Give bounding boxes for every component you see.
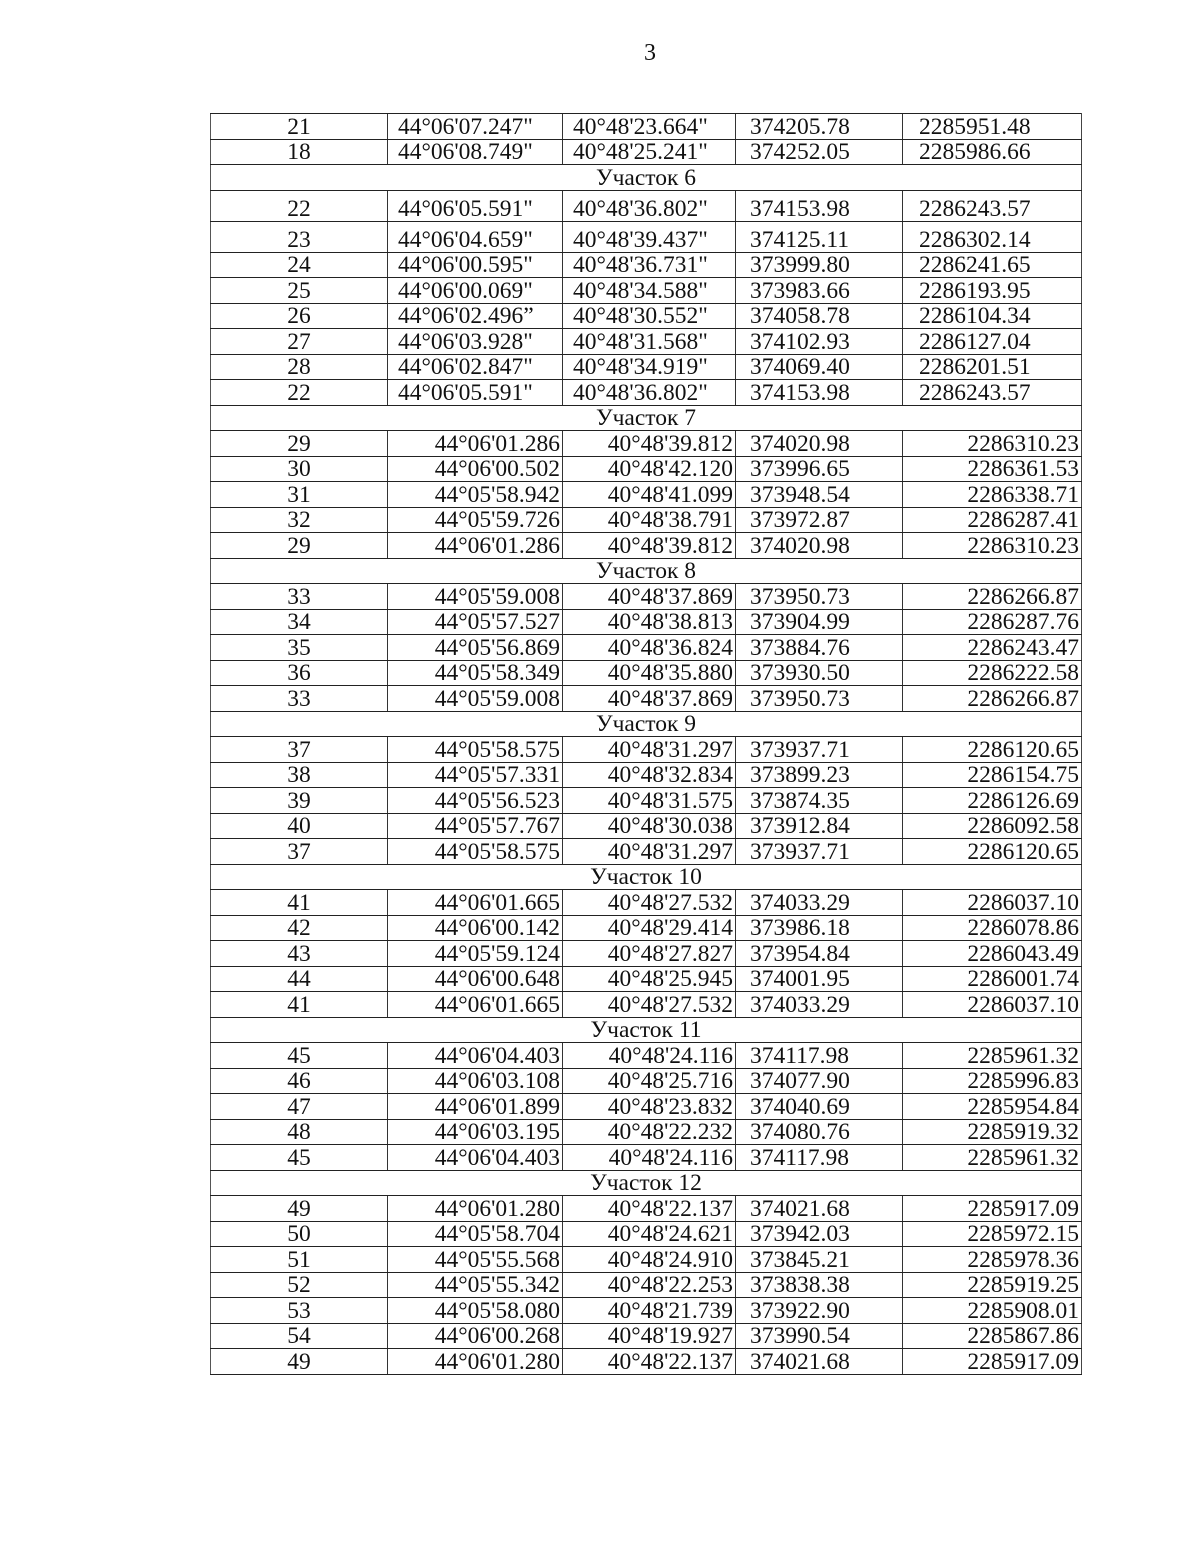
longitude-cell: 40°48'24.116 (563, 1043, 736, 1069)
longitude-cell: 40°48'24.910 (563, 1247, 736, 1273)
longitude-cell: 40°48'36.802" (563, 380, 736, 406)
longitude-cell: 40°48'25.716 (563, 1068, 736, 1094)
x-coordinate-cell: 373937.71 (736, 737, 903, 763)
x-coordinate-cell: 373948.54 (736, 482, 903, 508)
y-coordinate-cell: 2285961.32 (903, 1043, 1082, 1069)
point-number-cell: 21 (211, 114, 388, 140)
point-number-cell: 33 (211, 686, 388, 712)
section-title: Участок 9 (211, 711, 1082, 737)
longitude-cell: 40°48'30.038 (563, 813, 736, 839)
x-coordinate-cell: 374117.98 (736, 1145, 903, 1171)
y-coordinate-cell: 2286361.53 (903, 456, 1082, 482)
table-row (211, 737, 1082, 763)
longitude-cell: 40°48'29.414 (563, 915, 736, 941)
y-coordinate-cell: 2285908.01 (903, 1298, 1082, 1324)
y-coordinate-cell: 2285986.66 (903, 139, 1082, 165)
point-number-cell: 26 (211, 303, 388, 329)
point-number-cell: 40 (211, 813, 388, 839)
longitude-cell: 40°48'31.297 (563, 737, 736, 763)
x-coordinate-cell: 374020.98 (736, 431, 903, 457)
table-row (211, 278, 1082, 304)
point-number-cell: 45 (211, 1145, 388, 1171)
table-row (211, 839, 1082, 865)
x-coordinate-cell: 374080.76 (736, 1119, 903, 1145)
latitude-cell: 44°06'04.403 (388, 1043, 563, 1069)
latitude-cell: 44°06'01.286 (388, 431, 563, 457)
latitude-cell: 44°06'00.502 (388, 456, 563, 482)
table-row (211, 1247, 1082, 1273)
longitude-cell: 40°48'22.137 (563, 1349, 736, 1375)
y-coordinate-cell: 2286310.23 (903, 533, 1082, 559)
latitude-cell: 44°06'03.108 (388, 1068, 563, 1094)
page-number: 3 (644, 40, 656, 66)
y-coordinate-cell: 2286037.10 (903, 890, 1082, 916)
point-number-cell: 39 (211, 788, 388, 814)
longitude-cell: 40°48'19.927 (563, 1323, 736, 1349)
x-coordinate-cell: 373904.99 (736, 609, 903, 635)
point-number-cell: 52 (211, 1272, 388, 1298)
longitude-cell: 40°48'27.532 (563, 992, 736, 1018)
x-coordinate-cell: 374125.11 (736, 221, 903, 252)
x-coordinate-cell: 373950.73 (736, 686, 903, 712)
y-coordinate-cell: 2286154.75 (903, 762, 1082, 788)
longitude-cell: 40°48'36.802" (563, 190, 736, 221)
table-row (211, 992, 1082, 1018)
y-coordinate-cell: 2285951.48 (903, 114, 1082, 140)
section-title: Участок 12 (211, 1170, 1082, 1196)
point-number-cell: 48 (211, 1119, 388, 1145)
point-number-cell: 28 (211, 354, 388, 380)
point-number-cell: 51 (211, 1247, 388, 1273)
y-coordinate-cell: 2286078.86 (903, 915, 1082, 941)
latitude-cell: 44°06'01.665 (388, 890, 563, 916)
latitude-cell: 44°05'58.575 (388, 839, 563, 865)
coordinates-table (210, 113, 1082, 1375)
point-number-cell: 32 (211, 507, 388, 533)
section-header-row (211, 405, 1082, 431)
table-row (211, 533, 1082, 559)
y-coordinate-cell: 2285996.83 (903, 1068, 1082, 1094)
x-coordinate-cell: 374058.78 (736, 303, 903, 329)
latitude-cell: 44°06'05.591" (388, 190, 563, 221)
x-coordinate-cell: 374205.78 (736, 114, 903, 140)
table-row (211, 354, 1082, 380)
y-coordinate-cell: 2286287.41 (903, 507, 1082, 533)
point-number-cell: 33 (211, 584, 388, 610)
x-coordinate-cell: 373942.03 (736, 1221, 903, 1247)
latitude-cell: 44°06'01.280 (388, 1196, 563, 1222)
y-coordinate-cell: 2285917.09 (903, 1196, 1082, 1222)
point-number-cell: 49 (211, 1196, 388, 1222)
latitude-cell: 44°06'01.665 (388, 992, 563, 1018)
table-row (211, 890, 1082, 916)
table-row (211, 329, 1082, 355)
point-number-cell: 22 (211, 380, 388, 406)
point-number-cell: 45 (211, 1043, 388, 1069)
table-row (211, 1068, 1082, 1094)
section-header-row (211, 864, 1082, 890)
y-coordinate-cell: 2286193.95 (903, 278, 1082, 304)
table-row (211, 252, 1082, 278)
longitude-cell: 40°48'27.532 (563, 890, 736, 916)
y-coordinate-cell: 2285867.86 (903, 1323, 1082, 1349)
y-coordinate-cell: 2285917.09 (903, 1349, 1082, 1375)
x-coordinate-cell: 373990.54 (736, 1323, 903, 1349)
y-coordinate-cell: 2286302.14 (903, 221, 1082, 252)
point-number-cell: 30 (211, 456, 388, 482)
table-row (211, 456, 1082, 482)
longitude-cell: 40°48'25.945 (563, 966, 736, 992)
y-coordinate-cell: 2286222.58 (903, 660, 1082, 686)
table-row (211, 114, 1082, 140)
x-coordinate-cell: 374102.93 (736, 329, 903, 355)
latitude-cell: 44°05'55.568 (388, 1247, 563, 1273)
point-number-cell: 37 (211, 839, 388, 865)
table-row (211, 221, 1082, 252)
longitude-cell: 40°48'38.791 (563, 507, 736, 533)
longitude-cell: 40°48'23.664" (563, 114, 736, 140)
latitude-cell: 44°05'59.008 (388, 686, 563, 712)
section-header-row (211, 558, 1082, 584)
x-coordinate-cell: 373954.84 (736, 941, 903, 967)
longitude-cell: 40°48'39.812 (563, 533, 736, 559)
section-header-row (211, 165, 1082, 191)
latitude-cell: 44°06'02.847" (388, 354, 563, 380)
point-number-cell: 53 (211, 1298, 388, 1324)
longitude-cell: 40°48'32.834 (563, 762, 736, 788)
table-row (211, 1298, 1082, 1324)
longitude-cell: 40°48'37.869 (563, 686, 736, 712)
x-coordinate-cell: 374033.29 (736, 890, 903, 916)
longitude-cell: 40°48'37.869 (563, 584, 736, 610)
longitude-cell: 40°48'24.116 (563, 1145, 736, 1171)
y-coordinate-cell: 2286126.69 (903, 788, 1082, 814)
latitude-cell: 44°05'59.008 (388, 584, 563, 610)
x-coordinate-cell: 373999.80 (736, 252, 903, 278)
x-coordinate-cell: 374077.90 (736, 1068, 903, 1094)
longitude-cell: 40°48'22.232 (563, 1119, 736, 1145)
x-coordinate-cell: 374020.98 (736, 533, 903, 559)
x-coordinate-cell: 373983.66 (736, 278, 903, 304)
table-row (211, 507, 1082, 533)
section-title: Участок 8 (211, 558, 1082, 584)
latitude-cell: 44°06'05.591" (388, 380, 563, 406)
latitude-cell: 44°06'02.496” (388, 303, 563, 329)
longitude-cell: 40°48'23.832 (563, 1094, 736, 1120)
point-number-cell: 29 (211, 533, 388, 559)
latitude-cell: 44°05'57.767 (388, 813, 563, 839)
point-number-cell: 47 (211, 1094, 388, 1120)
latitude-cell: 44°05'58.942 (388, 482, 563, 508)
longitude-cell: 40°48'35.880 (563, 660, 736, 686)
longitude-cell: 40°48'36.731" (563, 252, 736, 278)
y-coordinate-cell: 2286127.04 (903, 329, 1082, 355)
x-coordinate-cell: 373937.71 (736, 839, 903, 865)
y-coordinate-cell: 2285919.25 (903, 1272, 1082, 1298)
longitude-cell: 40°48'22.137 (563, 1196, 736, 1222)
x-coordinate-cell: 373922.90 (736, 1298, 903, 1324)
point-number-cell: 36 (211, 660, 388, 686)
table-row (211, 1145, 1082, 1171)
x-coordinate-cell: 373845.21 (736, 1247, 903, 1273)
x-coordinate-cell: 373884.76 (736, 635, 903, 661)
x-coordinate-cell: 374153.98 (736, 380, 903, 406)
table-row (211, 635, 1082, 661)
latitude-cell: 44°06'03.928" (388, 329, 563, 355)
y-coordinate-cell: 2286092.58 (903, 813, 1082, 839)
table-row (211, 1323, 1082, 1349)
y-coordinate-cell: 2286243.47 (903, 635, 1082, 661)
section-header-row (211, 711, 1082, 737)
table-row (211, 813, 1082, 839)
longitude-cell: 40°48'38.813 (563, 609, 736, 635)
table-row (211, 1119, 1082, 1145)
y-coordinate-cell: 2286243.57 (903, 380, 1082, 406)
table-row (211, 431, 1082, 457)
y-coordinate-cell: 2286266.87 (903, 584, 1082, 610)
x-coordinate-cell: 374153.98 (736, 190, 903, 221)
point-number-cell: 50 (211, 1221, 388, 1247)
table-row (211, 941, 1082, 967)
point-number-cell: 43 (211, 941, 388, 967)
x-coordinate-cell: 374069.40 (736, 354, 903, 380)
latitude-cell: 44°05'57.331 (388, 762, 563, 788)
point-number-cell: 35 (211, 635, 388, 661)
table-row (211, 1196, 1082, 1222)
y-coordinate-cell: 2286001.74 (903, 966, 1082, 992)
latitude-cell: 44°05'59.726 (388, 507, 563, 533)
table-row (211, 660, 1082, 686)
table-row (211, 762, 1082, 788)
y-coordinate-cell: 2286120.65 (903, 839, 1082, 865)
latitude-cell: 44°05'58.349 (388, 660, 563, 686)
y-coordinate-cell: 2286287.76 (903, 609, 1082, 635)
section-title: Участок 6 (211, 165, 1082, 191)
longitude-cell: 40°48'36.824 (563, 635, 736, 661)
latitude-cell: 44°05'57.527 (388, 609, 563, 635)
table-row (211, 482, 1082, 508)
latitude-cell: 44°06'04.403 (388, 1145, 563, 1171)
latitude-cell: 44°06'00.268 (388, 1323, 563, 1349)
longitude-cell: 40°48'39.437" (563, 221, 736, 252)
table-row (211, 609, 1082, 635)
latitude-cell: 44°06'00.142 (388, 915, 563, 941)
latitude-cell: 44°06'00.069" (388, 278, 563, 304)
latitude-cell: 44°06'00.648 (388, 966, 563, 992)
point-number-cell: 42 (211, 915, 388, 941)
latitude-cell: 44°05'58.575 (388, 737, 563, 763)
latitude-cell: 44°06'07.247" (388, 114, 563, 140)
point-number-cell: 31 (211, 482, 388, 508)
y-coordinate-cell: 2285961.32 (903, 1145, 1082, 1171)
longitude-cell: 40°48'31.297 (563, 839, 736, 865)
latitude-cell: 44°05'58.704 (388, 1221, 563, 1247)
latitude-cell: 44°05'55.342 (388, 1272, 563, 1298)
point-number-cell: 29 (211, 431, 388, 457)
point-number-cell: 44 (211, 966, 388, 992)
point-number-cell: 41 (211, 992, 388, 1018)
table-row (211, 1272, 1082, 1298)
table-row (211, 380, 1082, 406)
point-number-cell: 25 (211, 278, 388, 304)
point-number-cell: 23 (211, 221, 388, 252)
x-coordinate-cell: 373972.87 (736, 507, 903, 533)
point-number-cell: 18 (211, 139, 388, 165)
table-row (211, 788, 1082, 814)
x-coordinate-cell: 374040.69 (736, 1094, 903, 1120)
latitude-cell: 44°06'01.280 (388, 1349, 563, 1375)
y-coordinate-cell: 2286201.51 (903, 354, 1082, 380)
table-row (211, 584, 1082, 610)
coordinates-table-body (211, 114, 1082, 1375)
x-coordinate-cell: 373899.23 (736, 762, 903, 788)
latitude-cell: 44°05'56.523 (388, 788, 563, 814)
y-coordinate-cell: 2285954.84 (903, 1094, 1082, 1120)
longitude-cell: 40°48'31.568" (563, 329, 736, 355)
table-row (211, 190, 1082, 221)
latitude-cell: 44°06'08.749" (388, 139, 563, 165)
point-number-cell: 46 (211, 1068, 388, 1094)
table-row (211, 1221, 1082, 1247)
x-coordinate-cell: 373874.35 (736, 788, 903, 814)
point-number-cell: 41 (211, 890, 388, 916)
x-coordinate-cell: 373950.73 (736, 584, 903, 610)
table-row (211, 139, 1082, 165)
x-coordinate-cell: 374033.29 (736, 992, 903, 1018)
x-coordinate-cell: 373838.38 (736, 1272, 903, 1298)
latitude-cell: 44°06'01.899 (388, 1094, 563, 1120)
longitude-cell: 40°48'30.552" (563, 303, 736, 329)
y-coordinate-cell: 2285978.36 (903, 1247, 1082, 1273)
y-coordinate-cell: 2285919.32 (903, 1119, 1082, 1145)
point-number-cell: 24 (211, 252, 388, 278)
point-number-cell: 34 (211, 609, 388, 635)
latitude-cell: 44°05'59.124 (388, 941, 563, 967)
latitude-cell: 44°06'00.595" (388, 252, 563, 278)
table-row (211, 1349, 1082, 1375)
longitude-cell: 40°48'21.739 (563, 1298, 736, 1324)
x-coordinate-cell: 373930.50 (736, 660, 903, 686)
longitude-cell: 40°48'42.120 (563, 456, 736, 482)
y-coordinate-cell: 2285972.15 (903, 1221, 1082, 1247)
latitude-cell: 44°05'56.869 (388, 635, 563, 661)
longitude-cell: 40°48'41.099 (563, 482, 736, 508)
latitude-cell: 44°05'58.080 (388, 1298, 563, 1324)
longitude-cell: 40°48'39.812 (563, 431, 736, 457)
y-coordinate-cell: 2286338.71 (903, 482, 1082, 508)
point-number-cell: 54 (211, 1323, 388, 1349)
point-number-cell: 22 (211, 190, 388, 221)
section-header-row (211, 1017, 1082, 1043)
y-coordinate-cell: 2286037.10 (903, 992, 1082, 1018)
x-coordinate-cell: 374252.05 (736, 139, 903, 165)
table-row (211, 1043, 1082, 1069)
x-coordinate-cell: 374021.68 (736, 1196, 903, 1222)
y-coordinate-cell: 2286243.57 (903, 190, 1082, 221)
y-coordinate-cell: 2286310.23 (903, 431, 1082, 457)
table-row (211, 915, 1082, 941)
section-header-row (211, 1170, 1082, 1196)
y-coordinate-cell: 2286043.49 (903, 941, 1082, 967)
section-title: Участок 7 (211, 405, 1082, 431)
x-coordinate-cell: 373986.18 (736, 915, 903, 941)
longitude-cell: 40°48'34.919" (563, 354, 736, 380)
x-coordinate-cell: 374117.98 (736, 1043, 903, 1069)
x-coordinate-cell: 373912.84 (736, 813, 903, 839)
point-number-cell: 38 (211, 762, 388, 788)
latitude-cell: 44°06'01.286 (388, 533, 563, 559)
longitude-cell: 40°48'27.827 (563, 941, 736, 967)
x-coordinate-cell: 374021.68 (736, 1349, 903, 1375)
latitude-cell: 44°06'03.195 (388, 1119, 563, 1145)
point-number-cell: 49 (211, 1349, 388, 1375)
y-coordinate-cell: 2286266.87 (903, 686, 1082, 712)
longitude-cell: 40°48'24.621 (563, 1221, 736, 1247)
y-coordinate-cell: 2286104.34 (903, 303, 1082, 329)
y-coordinate-cell: 2286120.65 (903, 737, 1082, 763)
point-number-cell: 37 (211, 737, 388, 763)
x-coordinate-cell: 373996.65 (736, 456, 903, 482)
point-number-cell: 27 (211, 329, 388, 355)
longitude-cell: 40°48'31.575 (563, 788, 736, 814)
table-row (211, 303, 1082, 329)
y-coordinate-cell: 2286241.65 (903, 252, 1082, 278)
longitude-cell: 40°48'22.253 (563, 1272, 736, 1298)
x-coordinate-cell: 374001.95 (736, 966, 903, 992)
longitude-cell: 40°48'25.241" (563, 139, 736, 165)
section-title: Участок 11 (211, 1017, 1082, 1043)
table-row (211, 686, 1082, 712)
table-row (211, 1094, 1082, 1120)
longitude-cell: 40°48'34.588" (563, 278, 736, 304)
section-title: Участок 10 (211, 864, 1082, 890)
latitude-cell: 44°06'04.659" (388, 221, 563, 252)
table-row (211, 966, 1082, 992)
